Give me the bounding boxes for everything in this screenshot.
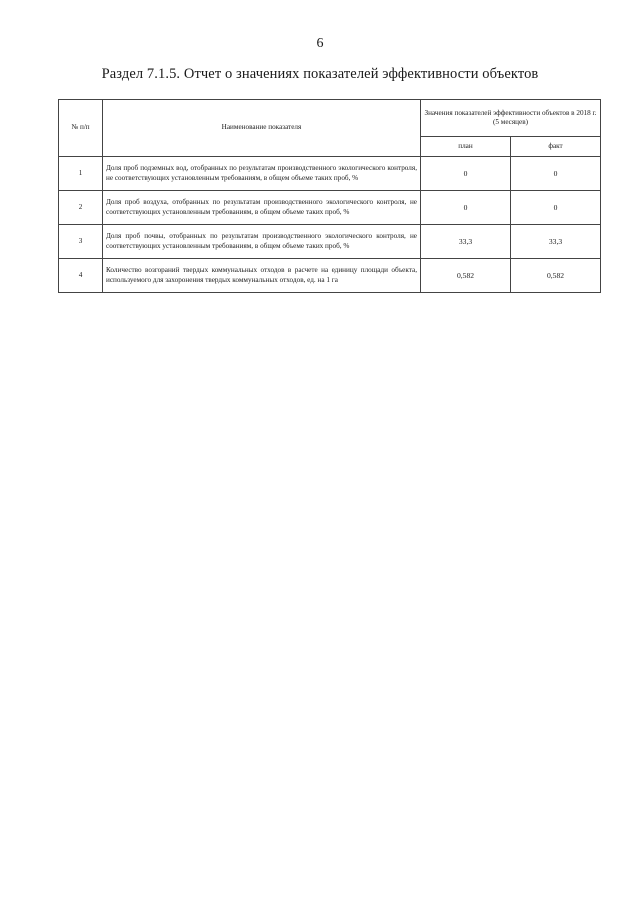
row-num: 1 xyxy=(59,157,103,191)
header-fact: факт xyxy=(511,137,601,157)
row-num: 2 xyxy=(59,191,103,225)
table-row xyxy=(59,157,601,191)
table-row xyxy=(59,225,601,259)
row-indicator-name: Количество возгораний твердых коммунальных отходов в расчете на единицу площади объекта, используемого для захоронения твердых коммунальных отходов, ед. на 1 га xyxy=(103,259,421,293)
row-fact-value: 0,582 xyxy=(511,259,601,293)
indicators-table xyxy=(58,99,601,293)
table-header-row xyxy=(59,100,601,137)
row-plan-value: 0,582 xyxy=(421,259,511,293)
header-name: Наименование показателя xyxy=(103,100,421,157)
row-plan-value: 0 xyxy=(421,157,511,191)
row-fact-value: 33,3 xyxy=(511,225,601,259)
table-row xyxy=(59,191,601,225)
header-plan: план xyxy=(421,137,511,157)
row-fact-value: 0 xyxy=(511,157,601,191)
header-values-group: Значения показателей эффективности объектов в 2018 г. (5 месяцев) xyxy=(421,100,601,137)
header-num: № п/п xyxy=(59,100,103,157)
table-row xyxy=(59,259,601,293)
section-title: Раздел 7.1.5. Отчет о значениях показателей эффективности объектов xyxy=(101,66,539,82)
page-number: 6 xyxy=(316,36,324,51)
row-plan-value: 0 xyxy=(421,191,511,225)
row-plan-value: 33,3 xyxy=(421,225,511,259)
row-num: 4 xyxy=(59,259,103,293)
row-indicator-name: Доля проб воздуха, отобранных по результатам производственного экологического контроля, не соответствующих установленным требованиям, в общем объеме таких проб, % xyxy=(103,191,421,225)
row-indicator-name: Доля проб почвы, отобранных по результатам производственного экологического контроля, не соответствующих установленным требованиям, в общем объеме таких проб, % xyxy=(103,225,421,259)
row-num: 3 xyxy=(59,225,103,259)
row-fact-value: 0 xyxy=(511,191,601,225)
row-indicator-name: Доля проб подземных вод, отобранных по результатам производственного экологического контроля, не соответствующих установленным требованиям, в общем объеме таких проб, % xyxy=(103,157,421,191)
